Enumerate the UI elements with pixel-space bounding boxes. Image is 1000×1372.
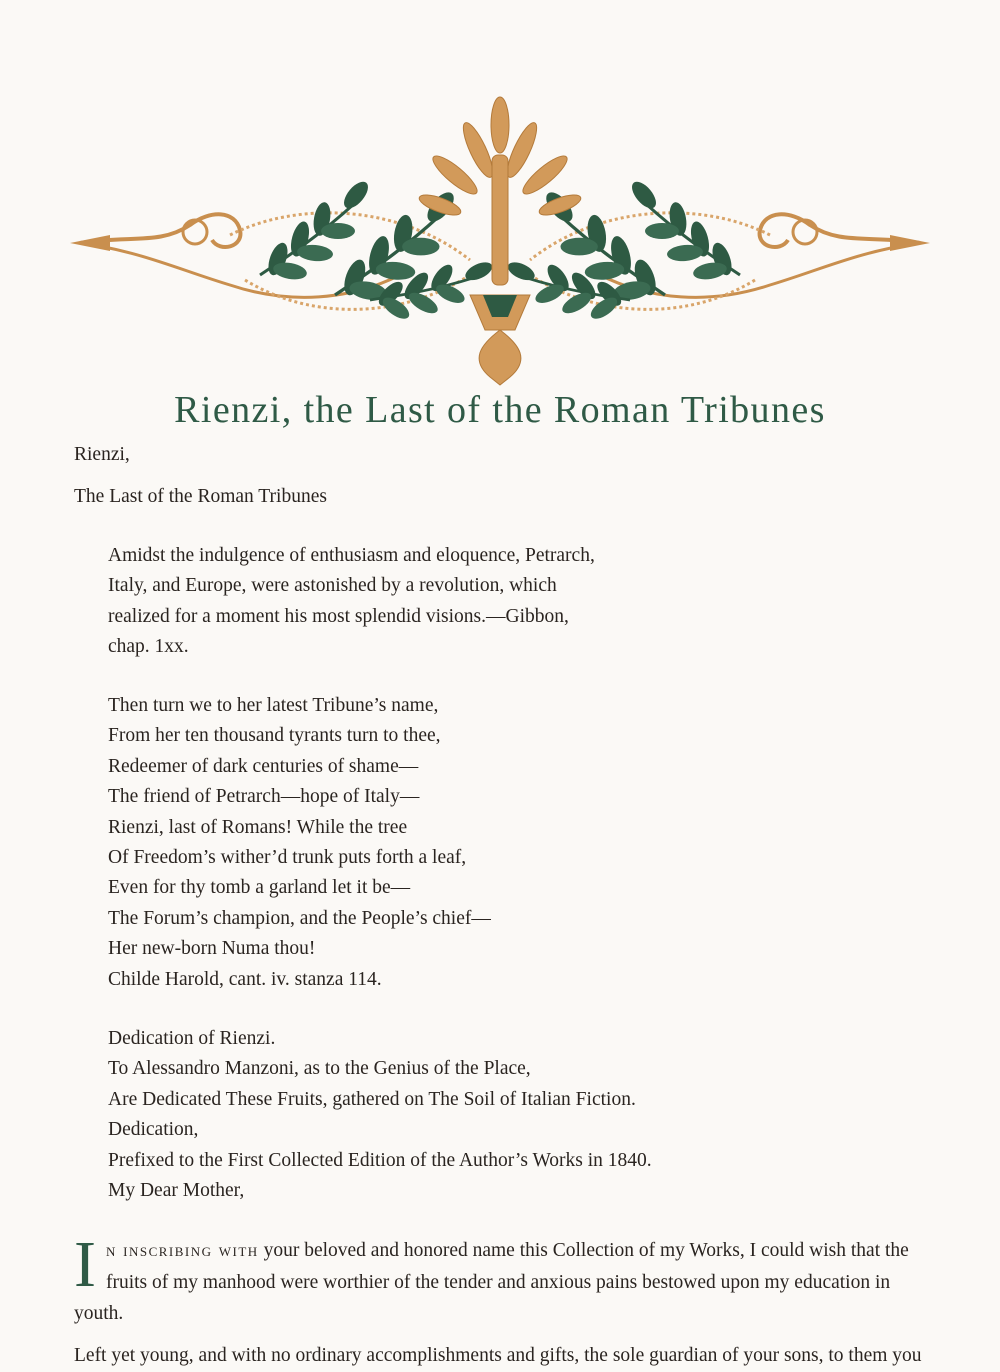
epigraph-prose: [108, 541, 595, 663]
dedication-line: Dedication of Rienzi.: [108, 1028, 276, 1049]
epigraph-line: Amidst the indulgence of enthusiasm and eloquence, Petrarch,: [108, 545, 595, 566]
epigraph-line: realized for a moment his most splendid visions.—Gibbon,: [108, 605, 569, 627]
epigraph-line: Italy, and Europe, were astonished by a revolution, which: [108, 575, 557, 597]
dedication-block: [108, 1024, 652, 1206]
dedication-line: Dedication,: [108, 1119, 199, 1141]
dedication-line: To Alessandro Manzoni, as to the Genius of the Place,: [108, 1058, 531, 1080]
dedication-line: Prefixed to the First Collected Edition of the Author’s Works in 1840.: [108, 1149, 652, 1171]
dedication-line: My Dear Mother,: [108, 1179, 245, 1201]
paragraph-text: your beloved and honored name this Collection of my Works, I could wish that the fruits of my manhood were worthier of the tender and anxious pains bestowed upon my education in youth.: [74, 1240, 909, 1324]
dedication-line: Are Dedicated These Fruits, gathered on The Soil of Italian Fiction.: [108, 1088, 636, 1110]
verse-line: Her new-born Numa thou!: [108, 938, 316, 960]
verse-line: The Forum’s champion, and the People’s chief—: [108, 907, 491, 929]
verse-line: The friend of Petrarch—hope of Italy—: [108, 786, 420, 808]
body-paragraph-2: Left yet young, and with no ordinary accomplishments and gifts, the sole guardian of your sons, to them you: [74, 1345, 922, 1366]
page-title: Rienzi, the Last of the Roman Tribunes: [174, 389, 826, 431]
header-line-1: Rienzi,: [74, 444, 130, 465]
verse-line: Even for thy tomb a garland let it be—: [108, 877, 411, 899]
verse-line: Of Freedom’s wither’d trunk puts forth a leaf,: [108, 846, 467, 868]
header-line-2: The Last of the Roman Tribunes: [74, 486, 327, 507]
verse-line: Then turn we to her latest Tribune’s name,: [108, 695, 439, 716]
drop-cap: I: [74, 1228, 96, 1301]
epigraph-verse: [108, 691, 491, 995]
body-paragraph-1: [74, 1228, 934, 1330]
ornament-illustration: [70, 95, 930, 390]
verse-line: Childe Harold, cant. iv. stanza 114.: [108, 968, 382, 990]
epigraph-line: chap. 1xx.: [108, 636, 189, 658]
verse-line: Redeemer of dark centuries of shame—: [108, 755, 419, 777]
verse-line: From her ten thousand tyrants turn to thee,: [108, 725, 441, 747]
verse-line: Rienzi, last of Romans! While the tree: [108, 816, 408, 838]
small-caps-opening: n inscribing with: [105, 1240, 259, 1261]
